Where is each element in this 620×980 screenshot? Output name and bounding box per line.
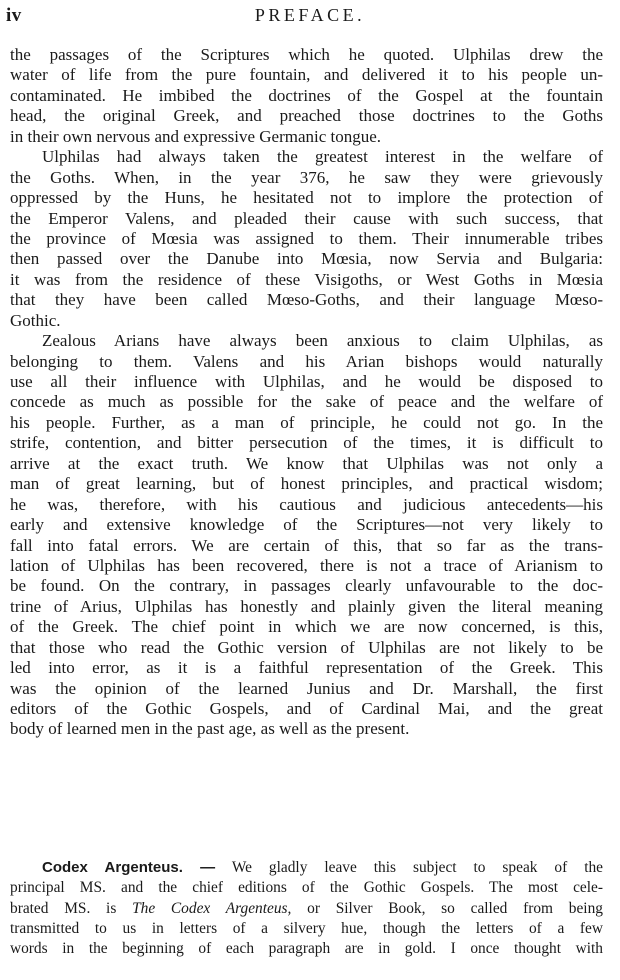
book-title: The Codex Argenteus, <box>132 899 292 917</box>
text-line: principal MS. and the chief editions of the Gothic Gospels. The most cele- <box>10 879 603 897</box>
text-line: belonging to them. Valens and his Arian bishops would naturally <box>10 351 603 371</box>
paragraph-goths-moesia <box>10 147 603 331</box>
text-line: be found. On the contrary, in passages clearly unfavourable to the doc- <box>10 576 603 596</box>
text-line: the province of Mœsia was assigned to them. Their innumerable tribes <box>10 228 603 248</box>
text-line: lation of Ulphilas has been recovered, there is not a trace of Arianism to <box>10 555 603 575</box>
text-line: Gothic. <box>10 310 61 330</box>
text-line: the Goths. When, in the year 376, he saw they were grievously <box>10 167 603 187</box>
text-line: early and extensive knowledge of the Scriptures—not very likely to <box>10 515 603 535</box>
text-line: transmitted to us in letters of a silvery hue, though the letters of a few <box>10 919 603 937</box>
text-line: it was from the residence of these Visigoths, or West Goths in Mœsia <box>10 269 603 289</box>
page-number: iv <box>6 5 22 26</box>
text-line: contaminated. He imbibed the doctrines of the Gospel at the fountain <box>10 85 603 105</box>
running-header <box>6 5 614 31</box>
text-line: strife, contention, and bitter persecution of the times, it is difficult to <box>10 433 603 453</box>
section-heading: Codex Argenteus. — <box>42 859 216 876</box>
text-line: body of learned men in the past age, as well as the present. <box>10 719 410 739</box>
text-line: that they have been called Mœso-Goths, and their language Mœso- <box>10 290 603 310</box>
paragraph-ulphilas-scriptures <box>10 45 603 147</box>
text-line: was the opinion of the learned Junius and Dr. Marshall, the first <box>10 678 603 698</box>
preface-body <box>10 45 603 740</box>
codex-argenteus-section <box>10 858 603 959</box>
text-line: trine of Arius, Ulphilas has honestly and plainly given the literal meaning <box>10 596 603 616</box>
text-line: head, the original Greek, and preached those doctrines to the Goths <box>10 106 603 126</box>
text-line: he was, therefore, with his cautious and judicious antecedents—his <box>10 494 603 514</box>
text-line: man of great learning, but of honest principles, and practical wisdom; <box>10 474 603 494</box>
text-line: arrive at the exact truth. We know that Ulphilas was not only a <box>10 453 603 473</box>
text-line <box>10 858 603 878</box>
text-span: We gladly leave this subject to speak of the <box>215 859 603 876</box>
text-line: his people. Further, as a man of principle, he could not go. In the <box>10 412 603 432</box>
text-line: then passed over the Danube into Mœsia, now Servia and Bulgaria: <box>10 249 603 269</box>
text-line: water of life from the pure fountain, and delivered it to his people un- <box>10 65 603 85</box>
text-span: brated MS. is <box>10 899 133 917</box>
text-line <box>10 899 603 919</box>
paragraph-arians <box>10 331 603 740</box>
text-line: fall into fatal errors. We are certain of this, that so far as the trans- <box>10 535 603 555</box>
running-title: PREFACE. <box>254 5 366 25</box>
text-line: use all their influence with Ulphilas, and he would be disposed to <box>10 372 603 391</box>
text-line: of the Greek. The chief point in which we are now concerned, is this, <box>10 617 603 637</box>
text-span: or Silver Book, so called from being <box>291 899 603 917</box>
text-line: words in the beginning of each paragraph are in gold. I once thought with <box>10 940 603 958</box>
text-line: in their own nervous and expressive Germanic tongue. <box>10 126 382 146</box>
text-line: led into error, as it is a faithful representation of the Greek. This <box>10 658 603 678</box>
text-line: oppressed by the Huns, he hesitated not to implore the protection of <box>10 188 603 208</box>
text-line: the passages of the Scriptures which he quoted. Ulphilas drew the <box>10 45 603 64</box>
text-line: editors of the Gothic Gospels, and of Cardinal Mai, and the great <box>10 699 603 718</box>
text-line: Ulphilas had always taken the greatest interest in the welfare of <box>42 147 603 167</box>
text-line: the Emperor Valens, and pleaded their cause with such success, that <box>10 208 603 228</box>
text-line: that those who read the Gothic version of Ulphilas are not likely to be <box>10 637 603 657</box>
text-line: Zealous Arians have always been anxious to claim Ulphilas, as <box>42 331 603 351</box>
text-line: concede as much as possible for the sake of peace and the welfare of <box>10 392 603 412</box>
